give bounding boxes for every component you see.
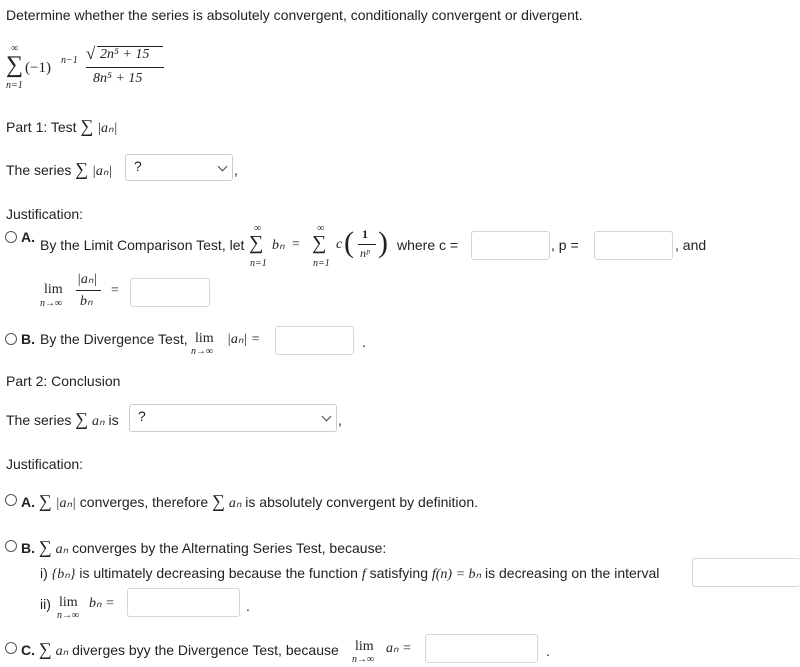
- part1-series-label: The series ∑ |aₙ|: [6, 159, 113, 179]
- part2-option-c-text: C. ∑ aₙ diverges byy the Divergence Test, because: [21, 639, 339, 659]
- part2-title: Part 2: Conclusion: [6, 373, 121, 389]
- part1-option-b-text: By the Divergence Test,: [40, 331, 188, 347]
- optb-term: |aₙ| =: [227, 332, 261, 347]
- question-text: Determine whether the series is absolutely convergent, conditionally convergent or divergent.: [6, 7, 583, 23]
- optb-ii-lim-sub: n→∞: [57, 610, 80, 621]
- sigma-icon: ∑: [75, 159, 89, 179]
- part2-option-c-radio[interactable]: [5, 642, 17, 654]
- optb-ii-prefix: ii): [40, 596, 51, 612]
- part1-option-b-radio[interactable]: [5, 333, 17, 345]
- opta-sum2-bottom: n=1: [313, 258, 330, 269]
- lim-eq: =: [111, 283, 119, 298]
- sqrt-icon: √: [86, 44, 96, 63]
- optb-ii-term: bₙ =: [89, 596, 115, 611]
- part2-option-a-radio[interactable]: [5, 494, 17, 506]
- part1-justification-label: Justification:: [6, 206, 84, 222]
- opta-sum1-bottom: n=1: [250, 258, 267, 269]
- lim-sub: n→∞: [40, 298, 63, 309]
- paren-right: ): [378, 226, 388, 259]
- part2-conclusion-select[interactable]: ?: [129, 404, 337, 432]
- opta-c: c: [336, 237, 343, 252]
- and-label: , and: [675, 237, 707, 253]
- lim-word: lim: [44, 282, 63, 297]
- series-sum-top: ∞: [11, 43, 19, 54]
- opta-bn: bₙ: [272, 238, 285, 253]
- series-sigma: ∑: [6, 52, 24, 78]
- part1-option-a-radio[interactable]: [5, 231, 17, 243]
- part1-option-a-text: By the Limit Comparison Test, let: [40, 237, 245, 253]
- part2-option-a-text: A. ∑ |aₙ| converges, therefore ∑ aₙ is absolutely convergent by definition.: [21, 491, 478, 511]
- sigma-icon: ∑: [249, 232, 264, 254]
- sigma-icon: ∑: [38, 639, 52, 659]
- sigma-icon: ∑: [212, 491, 225, 511]
- where-c-label: where c =: [397, 237, 459, 253]
- sigma-icon: ∑: [38, 491, 52, 511]
- part2-option-b-i: i) {bₙ} is ultimately decreasing because the function f satisfying f(n) = bₙ is decreasing on the interval: [40, 565, 660, 582]
- optb-lim-word: lim: [195, 331, 214, 346]
- p-value-input[interactable]: [594, 231, 673, 260]
- optb-lim-sub: n→∞: [191, 346, 214, 357]
- lim-frac-num: |aₙ|: [77, 272, 98, 287]
- optc-lim: lim: [355, 639, 374, 654]
- opta-sum2-top: ∞: [317, 223, 325, 234]
- opta-sum1-top: ∞: [254, 223, 262, 234]
- optc-term: aₙ =: [386, 641, 412, 656]
- part1-title: Part 1: Test ∑ |aₙ|: [6, 116, 118, 136]
- part2-option-b-text: B. ∑ aₙ converges by the Alternating Series Test, because:: [21, 537, 387, 557]
- chevron-down-icon: [322, 412, 332, 422]
- lim-frac-den: bₙ: [80, 294, 93, 309]
- series-sign-exp: n−1: [61, 55, 78, 66]
- part2-series-label: The series ∑ aₙ is: [6, 409, 119, 429]
- opta-frac-den: nᵖ: [360, 246, 370, 260]
- p-label: , p =: [551, 237, 579, 253]
- divergence-limit-input[interactable]: [275, 326, 354, 355]
- paren-left: (: [344, 226, 354, 259]
- sigma-icon: ∑: [312, 232, 327, 254]
- optc-lim-sub: n→∞: [352, 654, 375, 665]
- series-sign: (−1): [25, 60, 51, 76]
- series-numerator: 2n⁵ + 15: [100, 47, 150, 62]
- alt-series-limit-input[interactable]: [127, 588, 240, 617]
- sigma-icon: ∑: [38, 537, 52, 557]
- part2-option-b-radio[interactable]: [5, 540, 17, 552]
- opta-eq1: =: [292, 237, 300, 252]
- series-sum-bottom: n=1: [6, 80, 23, 91]
- part2-justification-label: Justification:: [6, 456, 84, 472]
- sigma-icon: ∑: [80, 116, 94, 136]
- part1-option-b-letter: B.: [21, 331, 35, 347]
- series-denominator: 8n⁵ + 15: [93, 71, 143, 86]
- c-value-input[interactable]: [471, 231, 550, 260]
- part1-option-a-letter: A.: [21, 229, 35, 245]
- chevron-down-icon: [218, 162, 228, 172]
- opta-frac-num: 1: [362, 227, 368, 241]
- decreasing-interval-input[interactable]: [692, 558, 800, 587]
- limit-ratio-input[interactable]: [130, 278, 210, 307]
- sigma-icon: ∑: [75, 409, 89, 429]
- divergence-conclusion-input[interactable]: [425, 634, 538, 663]
- optb-ii-lim: lim: [59, 595, 78, 610]
- part1-convergence-select[interactable]: ?: [125, 154, 233, 181]
